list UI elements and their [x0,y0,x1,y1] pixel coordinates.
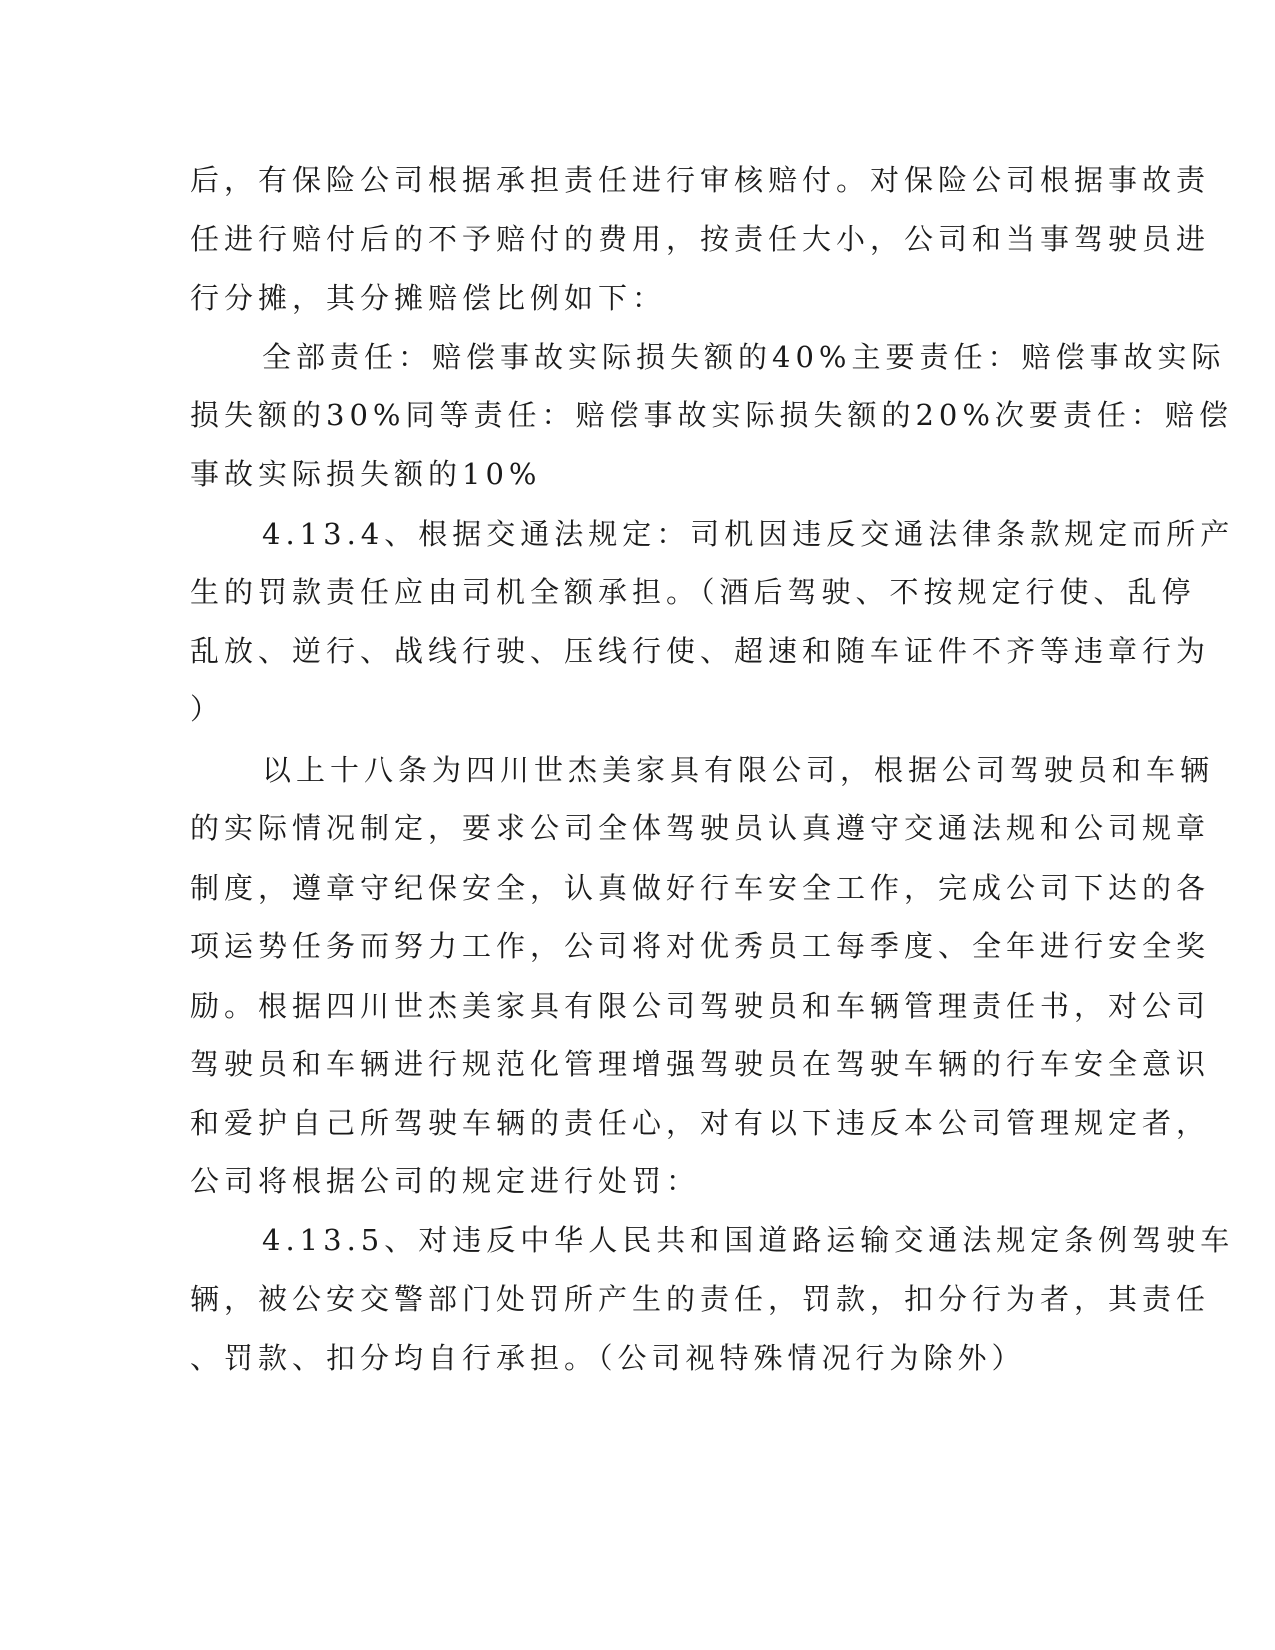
text-line: 4.13.5、对违反中华人民共和国道路运输交通法规定条例驾驶车 [262,1223,1235,1257]
text-line: 、罚款、扣分均自行承担。（公司视特殊情况行为除外） [190,1341,1026,1375]
text-line: 励。根据四川世杰美家具有限公司驾驶员和车辆管理责任书，对公司 [190,989,1211,1023]
text-line: 辆，被公安交警部门处罚所产生的责任，罚款，扣分行为者，其责任 [190,1282,1211,1316]
text-line: 和爱护自己所驾驶车辆的责任心，对有以下违反本公司管理规定者， [190,1106,1211,1140]
text-line: 项运势任务而努力工作，公司将对优秀员工每季度、全年进行安全奖 [190,929,1211,963]
text-line: 后，有保险公司根据承担责任进行审核赔付。对保险公司根据事故责 [190,163,1211,197]
text-line: 损失额的30%同等责任：赔偿事故实际损失额的20%次要责任：赔偿 [190,398,1233,432]
text-line: 乱放、逆行、战线行驶、压线行使、超速和随车证件不齐等违章行为 [190,634,1211,668]
text-line: ） [190,692,225,726]
text-line: 行分摊，其分摊赔偿比例如下： [190,281,667,315]
text-line: 事故实际损失额的10% [190,457,542,491]
text-line: 以上十八条为四川世杰美家具有限公司，根据公司驾驶员和车辆 [262,753,1215,787]
text-line: 的实际情况制定，要求公司全体驾驶员认真遵守交通法规和公司规章 [190,811,1211,845]
text-line: 任进行赔付后的不予赔付的费用，按责任大小，公司和当事驾驶员进 [190,222,1211,256]
text-line: 公司将根据公司的规定进行处罚： [190,1164,701,1198]
text-line: 生的罚款责任应由司机全额承担。（酒后驾驶、不按规定行使、乱停 [190,575,1196,609]
text-line: 全部责任：赔偿事故实际损失额的40%主要责任：赔偿事故实际 [262,340,1226,374]
text-line: 4.13.4、根据交通法规定：司机因违反交通法律条款规定而所产 [262,517,1235,551]
text-line: 制度，遵章守纪保安全，认真做好行车安全工作，完成公司下达的各 [190,871,1211,905]
text-line: 驾驶员和车辆进行规范化管理增强驾驶员在驾驶车辆的行车安全意识 [190,1047,1211,1081]
